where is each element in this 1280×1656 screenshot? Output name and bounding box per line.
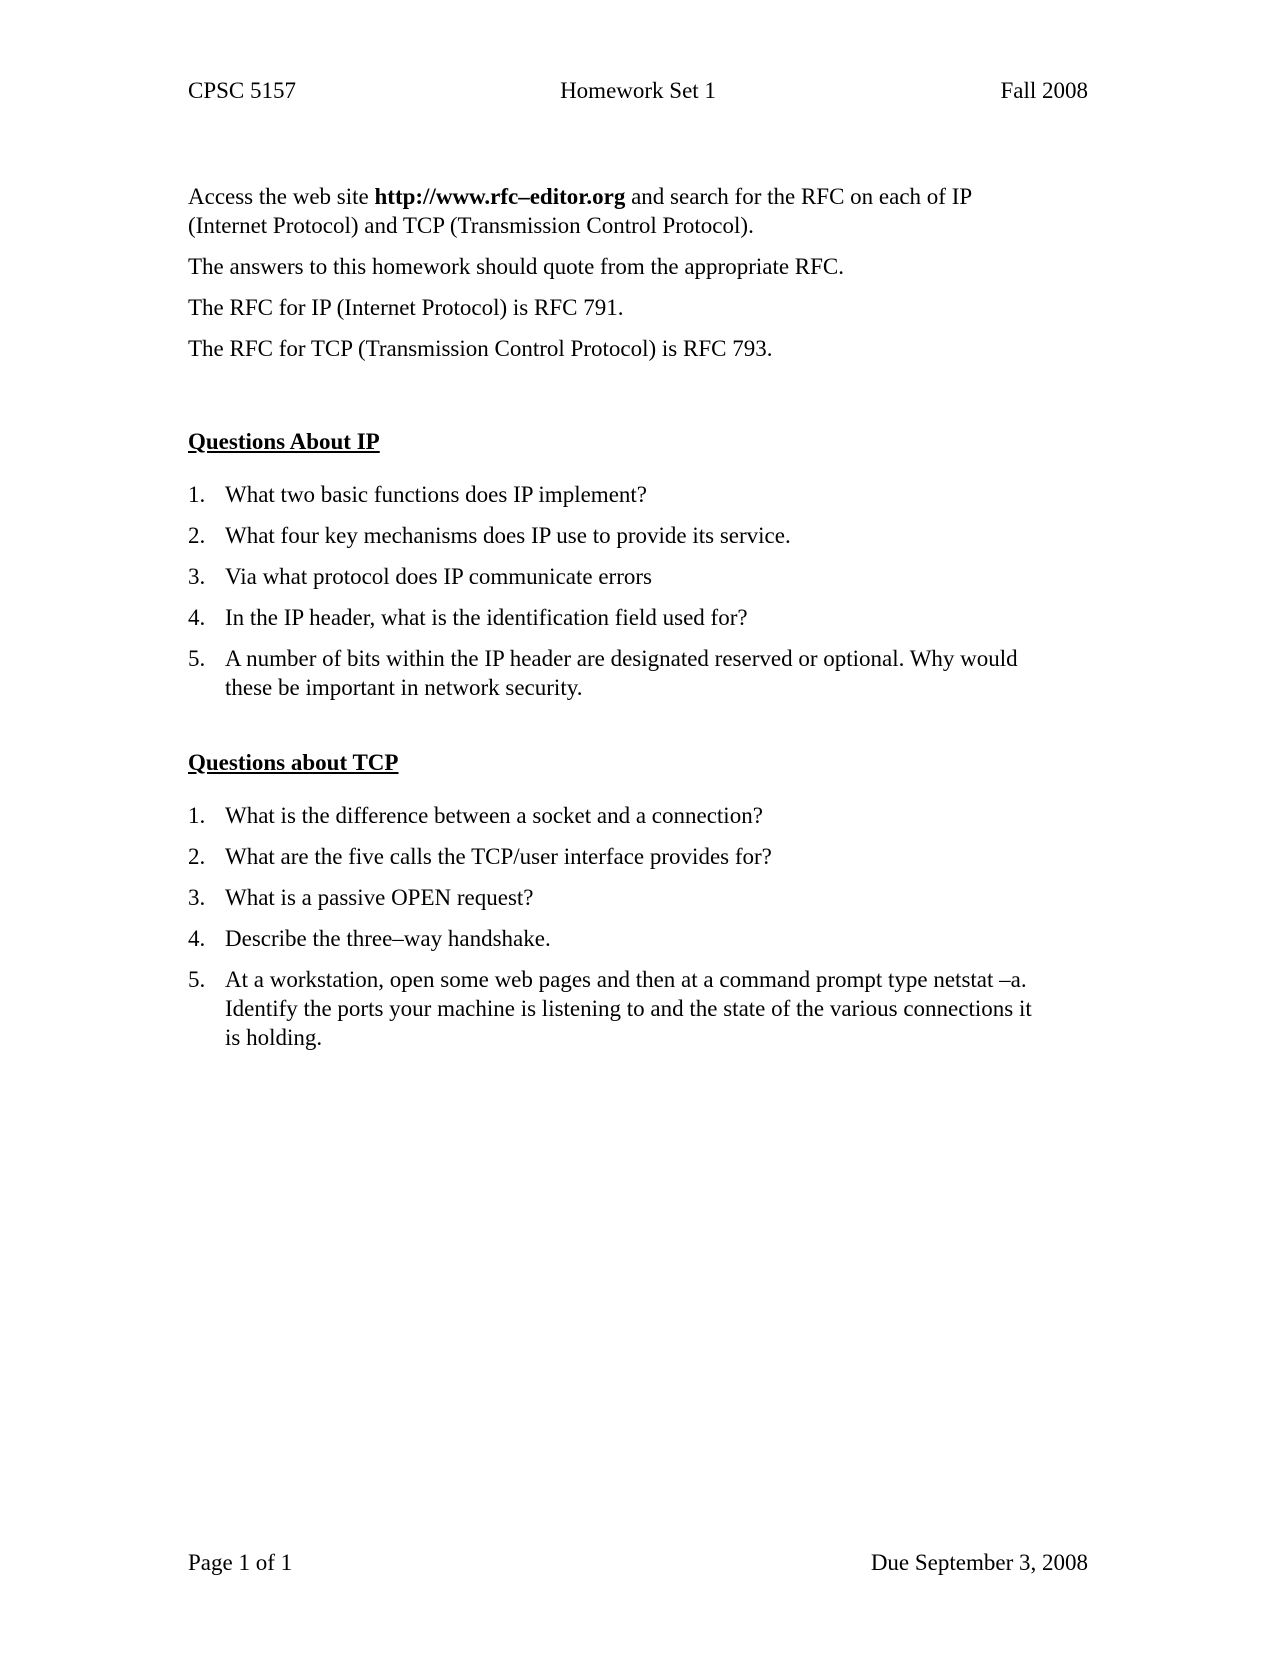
rfc-editor-url[interactable]: http://www.rfc–editor.org [374,184,626,209]
question-number: 5. [188,646,206,671]
page-header [188,76,1088,106]
list-item [188,883,1038,912]
tcp-question-list [188,801,1038,1052]
term: Fall 2008 [1000,78,1088,103]
intro-suffix: and search for the RFC on each of IP (Internet Protocol) and TCP (Transmission Control Protocol). [188,184,972,238]
question-text: What is a passive OPEN request? [225,885,534,910]
section-heading-ip: Questions About IP [188,429,380,454]
question-text: What is the difference between a socket and a connection? [225,803,763,828]
list-item [188,480,1038,509]
question-text: At a workstation, open some web pages and then at a command prompt type netstat –a. Identify the ports your machine is listening to and the state of the various connections it is holding. [225,967,1032,1050]
intro-line-ip-rfc: The RFC for IP (Internet Protocol) is RFC 791. [188,295,624,320]
list-item [188,842,1038,871]
intro-prefix: Access the web site [188,184,375,209]
page-number: Page 1 of 1 [188,1550,293,1575]
question-text: What are the five calls the TCP/user interface provides for? [225,844,772,869]
question-number: 1. [188,482,206,507]
question-text: A number of bits within the IP header are designated reserved or optional. Why would these be important in network security. [225,646,1018,700]
question-number: 4. [188,605,206,630]
list-item [188,521,1038,550]
section-heading-tcp: Questions about TCP [188,750,399,775]
list-item [188,562,1038,591]
document-body [188,182,1038,1064]
question-number: 1. [188,803,206,828]
question-text: In the IP header, what is the identification field used for? [225,605,748,630]
page-footer [188,1548,1088,1578]
list-item [188,924,1038,953]
question-number: 2. [188,523,206,548]
course-number: CPSC 5157 [188,78,297,103]
list-item [188,965,1038,1052]
question-text: What two basic functions does IP implement? [225,482,647,507]
intro-line-quote: The answers to this homework should quote from the appropriate RFC. [188,254,845,279]
intro-line-tcp-rfc: The RFC for TCP (Transmission Control Protocol) is RFC 793. [188,336,773,361]
question-number: 4. [188,926,206,951]
question-number: 2. [188,844,206,869]
due-date: Due September 3, 2008 [870,1550,1088,1575]
question-number: 3. [188,885,206,910]
ip-question-list [188,480,1038,702]
question-number: 5. [188,967,206,992]
list-item [188,603,1038,632]
list-item [188,644,1038,702]
document-title: Homework Set 1 [560,78,716,103]
question-text: What four key mechanisms does IP use to provide its service. [225,523,791,548]
question-text: Describe the three–way handshake. [225,926,551,951]
question-text: Via what protocol does IP communicate errors [225,564,652,589]
question-number: 3. [188,564,206,589]
intro-paragraph [188,182,1038,240]
list-item [188,801,1038,830]
